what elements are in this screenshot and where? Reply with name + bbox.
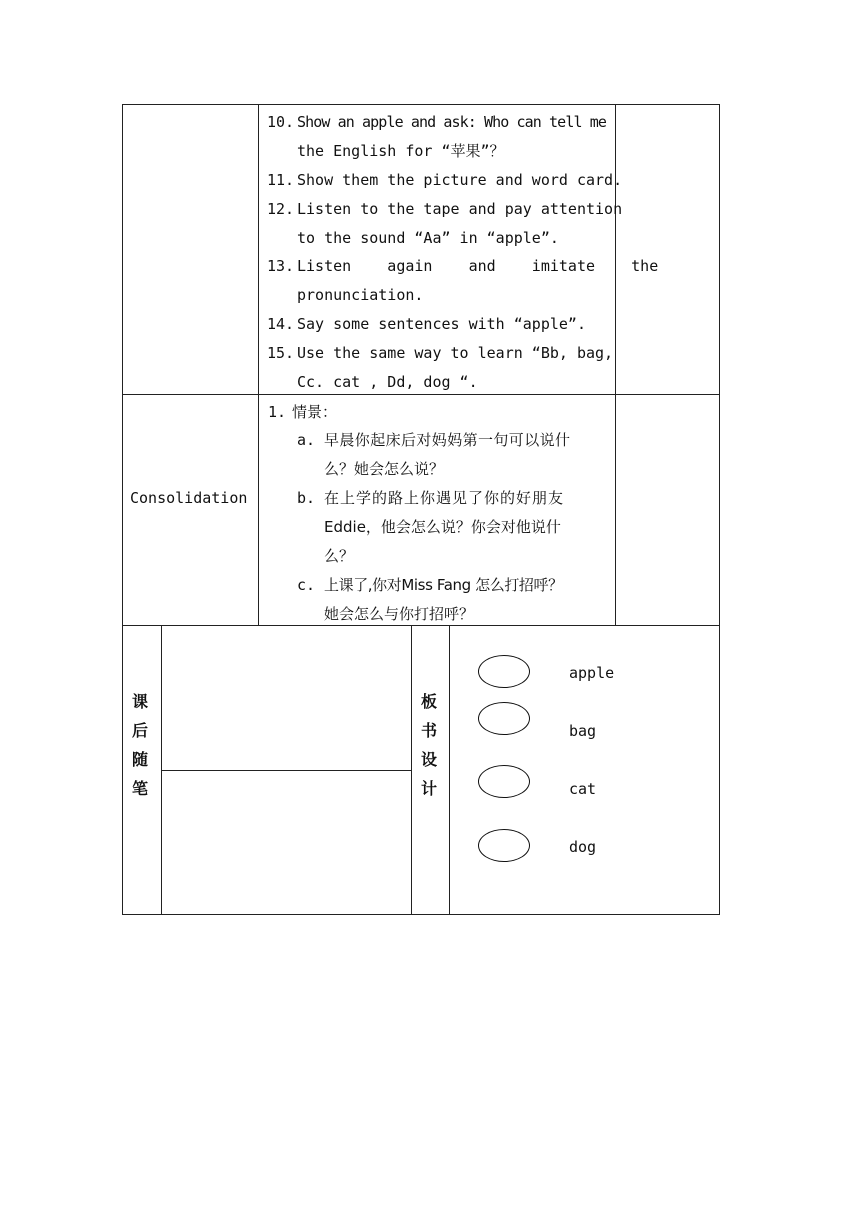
step-text: Listen to the tape and pay attention: [297, 200, 623, 218]
blank-oval: [478, 765, 530, 798]
notes-label-char: 随: [131, 750, 148, 769]
col-divider-1: [258, 104, 259, 626]
notes-label-char: 笔: [131, 779, 148, 798]
board-label-char: 设: [420, 750, 437, 769]
board-label-char: 板: [420, 692, 437, 711]
step-text: Show them the picture and word card.: [297, 171, 623, 189]
board-label-char: 计: [420, 779, 437, 798]
step-number: 10.: [267, 113, 295, 131]
item-number: 1.: [268, 403, 287, 421]
step-number: 11.: [267, 171, 295, 189]
sub-item-text: 么？: [324, 547, 355, 565]
blank-oval: [478, 829, 530, 862]
table-border-bottom: [122, 914, 720, 915]
table-border-left: [122, 104, 123, 915]
board-label-char: 书: [420, 721, 437, 740]
sub-item-text: 早晨你起床后对妈妈第一句可以说什: [324, 431, 571, 449]
sub-item-text: 在上学的路上你遇见了你的好朋友: [324, 489, 565, 507]
sub-item-text: 上课了,你对Miss Fang 怎么打招呼？: [324, 576, 563, 594]
consolidation-label: Consolidation: [130, 489, 248, 507]
step-text: Say some sentences with “apple”.: [297, 315, 586, 333]
notes-label-char: 后: [131, 721, 148, 740]
step-number: 13.: [267, 257, 295, 275]
sub-item-letter: b.: [297, 489, 316, 507]
notes-label-char: 课: [131, 692, 148, 711]
step-number: 12.: [267, 200, 295, 218]
sub-item-text: Eddie，他会怎么说？你会对他说什: [324, 518, 561, 536]
sub-item-letter: c.: [297, 576, 316, 594]
step-text: Cc. cat , Dd, dog “.: [297, 373, 478, 391]
item-title: 情景：: [292, 403, 338, 421]
notes-split-line: [161, 770, 412, 771]
bottom-col-divider-3: [449, 625, 450, 915]
step-text: the English for “苹果”？: [297, 142, 505, 160]
board-word: apple: [569, 664, 615, 682]
sub-item-text: 么？她会怎么说？: [324, 460, 445, 478]
board-word: dog: [569, 838, 597, 856]
table-border-right: [719, 104, 720, 915]
step-text: to the sound “Aa” in “apple”.: [297, 229, 559, 247]
step-text: Use the same way to learn “Bb, bag,: [297, 344, 614, 362]
step-text: Listen again and imitate the: [297, 257, 659, 275]
board-word: bag: [569, 722, 597, 740]
sub-item-text: 她会怎么与你打招呼？: [324, 605, 475, 623]
step-text: Show an apple and ask: Who can tell me: [297, 113, 606, 131]
blank-oval: [478, 655, 530, 688]
blank-oval: [478, 702, 530, 735]
table-border-top: [122, 104, 720, 105]
step-number: 14.: [267, 315, 295, 333]
step-text: pronunciation.: [297, 286, 424, 304]
board-word: cat: [569, 780, 597, 798]
step-number: 15.: [267, 344, 295, 362]
sub-item-letter: a.: [297, 431, 316, 449]
